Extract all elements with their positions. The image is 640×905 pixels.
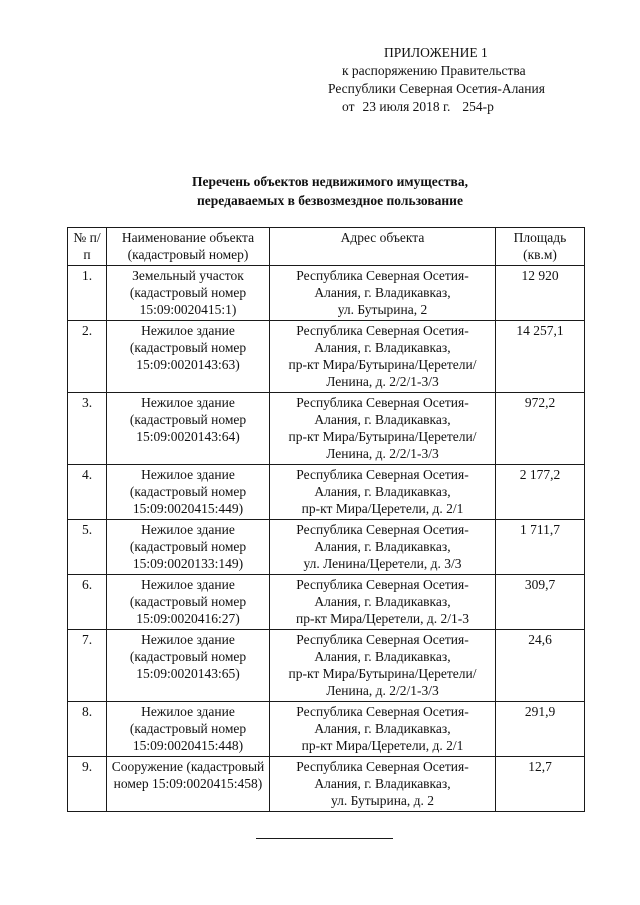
address-line: Республика Северная Осетия-: [296, 704, 469, 719]
address-line: пр-кт Мира/Бутырина/Церетели/: [288, 357, 477, 372]
address-line: Республика Северная Осетия-: [296, 632, 469, 647]
cell-area: 291,9: [496, 702, 585, 757]
address-line: ул. Ленина/Церетели, д. 3/3: [303, 556, 462, 571]
address-line: Алания, г. Владикавказ,: [314, 649, 451, 664]
table-row: [68, 393, 585, 465]
cell-area: 1 711,7: [496, 520, 585, 575]
document-title-line-2: передаваемых в безвозмездное пользование: [197, 193, 463, 208]
address-line: Республика Северная Осетия-: [296, 395, 469, 410]
cell-object-name: Нежилое здание (кадастровый номер 15:09:0020143:65): [107, 630, 270, 702]
cell-object-name: Нежилое здание (кадастровый номер 15:09:0020416:27): [107, 575, 270, 630]
footer-divider: [256, 838, 393, 839]
address-line: Республика Северная Осетия-: [296, 577, 469, 592]
cell-address: [270, 757, 496, 812]
header-num: № п/п: [68, 228, 107, 266]
table-body: [68, 266, 585, 812]
cell-area: 12,7: [496, 757, 585, 812]
annex-number: 254-р: [462, 99, 494, 114]
address-line: Республика Северная Осетия-: [296, 268, 469, 283]
cell-object-name: Нежилое здание (кадастровый номер 15:09:0020143:64): [107, 393, 270, 465]
cell-address: [270, 465, 496, 520]
address-line: пр-кт Мира/Церетели, д. 2/1: [301, 738, 464, 753]
address-line: ул. Бутырина, д. 2: [330, 793, 435, 808]
cell-num: 3.: [68, 393, 107, 465]
header-address: Адрес объекта: [270, 228, 496, 266]
address-line: Алания, г. Владикавказ,: [314, 594, 451, 609]
cell-object-name: Земельный участок (кадастровый номер 15:09:0020415:1): [107, 266, 270, 321]
table-row: [68, 465, 585, 520]
cell-address: [270, 630, 496, 702]
cell-area: 309,7: [496, 575, 585, 630]
address-line: Республика Северная Осетия-: [296, 759, 469, 774]
annex-line-republic: Республики Северная Осетия-Алания: [328, 81, 545, 96]
cell-num: 5.: [68, 520, 107, 575]
address-line: Ленина, д. 2/2/1-3/3: [326, 374, 439, 389]
cell-object-name: Нежилое здание (кадастровый номер 15:09:0020415:449): [107, 465, 270, 520]
cell-num: 4.: [68, 465, 107, 520]
annex-date: 23 июля 2018 г.: [362, 99, 451, 114]
cell-num: 9.: [68, 757, 107, 812]
address-line: ул. Бутырина, 2: [337, 302, 428, 317]
cell-object-name: Нежилое здание (кадастровый номер 15:09:0020415:448): [107, 702, 270, 757]
address-line: Алания, г. Владикавказ,: [314, 412, 451, 427]
address-line: Ленина, д. 2/2/1-3/3: [326, 683, 439, 698]
table-row: [68, 575, 585, 630]
address-line: пр-кт Мира/Церетели, д. 2/1-3: [295, 611, 470, 626]
address-line: Республика Северная Осетия-: [296, 467, 469, 482]
document-title: [0, 172, 640, 210]
cell-num: 8.: [68, 702, 107, 757]
cell-area: 24,6: [496, 630, 585, 702]
cell-object-name: Нежилое здание (кадастровый номер 15:09:0020133:149): [107, 520, 270, 575]
table-header-row: [68, 228, 585, 266]
cell-address: [270, 575, 496, 630]
cell-area: 12 920: [496, 266, 585, 321]
cell-address: [270, 702, 496, 757]
address-line: Алания, г. Владикавказ,: [314, 776, 451, 791]
table-row: [68, 321, 585, 393]
cell-num: 2.: [68, 321, 107, 393]
annex-title: ПРИЛОЖЕНИЕ 1: [384, 45, 488, 60]
table-row: [68, 757, 585, 812]
cell-object-name: Сооружение (кадастровый номер 15:09:0020415:458): [107, 757, 270, 812]
cell-num: 7.: [68, 630, 107, 702]
cell-area: 972,2: [496, 393, 585, 465]
cell-address: [270, 266, 496, 321]
table-row: [68, 702, 585, 757]
address-line: Ленина, д. 2/2/1-3/3: [326, 446, 439, 461]
table-row: [68, 520, 585, 575]
header-name: Наименование объекта (кадастровый номер): [107, 228, 270, 266]
cell-area: 2 177,2: [496, 465, 585, 520]
annex-line-date: [300, 98, 598, 116]
address-line: пр-кт Мира/Бутырина/Церетели/: [288, 666, 477, 681]
objects-table: [67, 227, 585, 812]
document-title-line-1: Перечень объектов недвижимого имущества,: [192, 174, 468, 189]
table-row: [68, 630, 585, 702]
annex-header: [300, 44, 598, 116]
annex-from: от: [342, 99, 355, 114]
address-line: Алания, г. Владикавказ,: [314, 721, 451, 736]
address-line: Алания, г. Владикавказ,: [314, 285, 451, 300]
address-line: Республика Северная Осетия-: [296, 522, 469, 537]
address-line: пр-кт Мира/Церетели, д. 2/1: [301, 501, 464, 516]
cell-address: [270, 393, 496, 465]
table-row: [68, 266, 585, 321]
cell-object-name: Нежилое здание (кадастровый номер 15:09:0020143:63): [107, 321, 270, 393]
cell-address: [270, 520, 496, 575]
address-line: Республика Северная Осетия-: [296, 323, 469, 338]
cell-num: 6.: [68, 575, 107, 630]
header-area: Площадь (кв.м): [496, 228, 585, 266]
address-line: пр-кт Мира/Бутырина/Церетели/: [288, 429, 477, 444]
address-line: Алания, г. Владикавказ,: [314, 340, 451, 355]
cell-address: [270, 321, 496, 393]
address-line: Алания, г. Владикавказ,: [314, 539, 451, 554]
annex-line-decree: к распоряжению Правительства: [342, 63, 526, 78]
cell-area: 14 257,1: [496, 321, 585, 393]
address-line: Алания, г. Владикавказ,: [314, 484, 451, 499]
cell-num: 1.: [68, 266, 107, 321]
